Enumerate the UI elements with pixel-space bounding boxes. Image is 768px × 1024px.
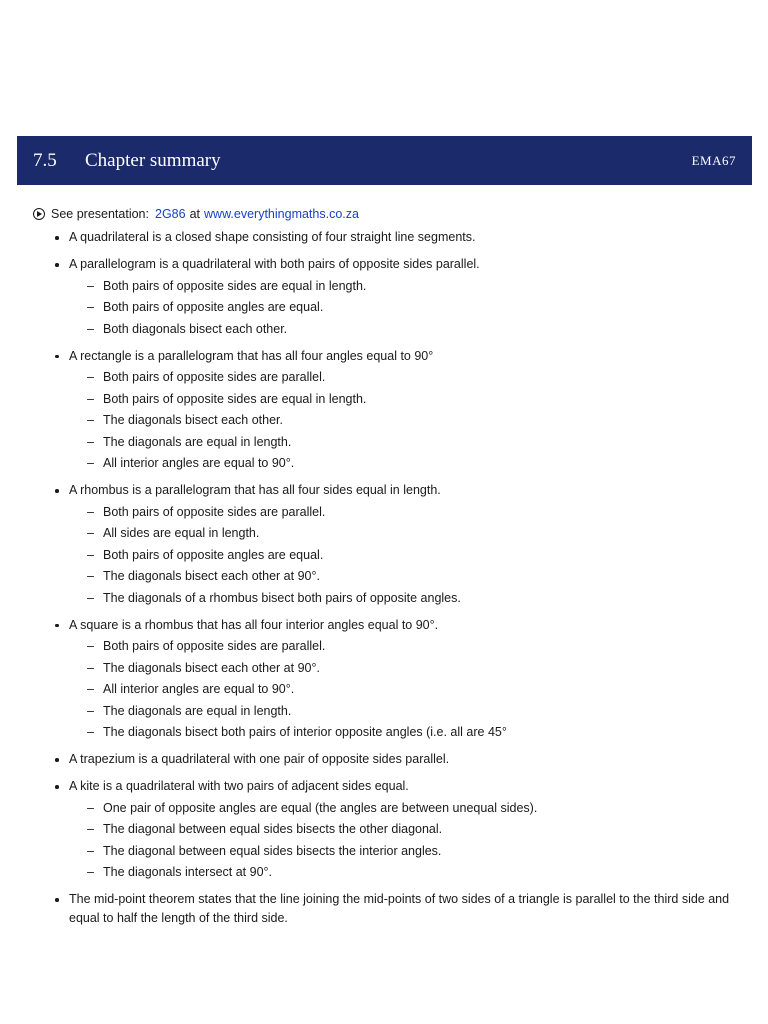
sub-list-item: – The diagonal between equal sides bisects the other diagonal. bbox=[69, 820, 738, 839]
sub-list-item: – The diagonals bisect each other at 90°. bbox=[69, 567, 738, 586]
sub-list bbox=[69, 277, 738, 339]
sub-list-item: – Both diagonals bisect each other. bbox=[69, 320, 738, 339]
sub-list-item: – The diagonals are equal in length. bbox=[69, 433, 738, 452]
sub-list-item: – The diagonals intersect at 90°. bbox=[69, 863, 738, 882]
sub-list-item: – All interior angles are equal to 90°. bbox=[69, 680, 738, 699]
presentation-at: at bbox=[189, 207, 201, 221]
list-item bbox=[33, 777, 738, 882]
sub-list-item: – The diagonals are equal in length. bbox=[69, 702, 738, 721]
section-header bbox=[17, 136, 752, 185]
sub-list-item: – Both pairs of opposite angles are equal. bbox=[69, 546, 738, 565]
list-item-text: A quadrilateral is a closed shape consisting of four straight line segments. bbox=[69, 230, 476, 244]
sub-list-item: – The diagonals bisect each other at 90°. bbox=[69, 659, 738, 678]
sub-list-item: – The diagonals bisect both pairs of interior opposite angles (i.e. all are 45° bbox=[69, 723, 738, 742]
sub-list-item: – Both pairs of opposite sides are equal in length. bbox=[69, 277, 738, 296]
sub-list-item: – The diagonals bisect each other. bbox=[69, 411, 738, 430]
sub-list-item: – Both pairs of opposite angles are equal. bbox=[69, 298, 738, 317]
presentation-url-link[interactable]: www.everythingmaths.co.za bbox=[204, 207, 359, 221]
sub-list-item: – Both pairs of opposite sides are equal in length. bbox=[69, 390, 738, 409]
list-item-text: A trapezium is a quadrilateral with one pair of opposite sides parallel. bbox=[69, 752, 450, 766]
sub-list bbox=[69, 368, 738, 473]
sub-list-item: – Both pairs of opposite sides are parallel. bbox=[69, 503, 738, 522]
presentation-label: See presentation: bbox=[51, 207, 149, 221]
list-item bbox=[33, 890, 738, 928]
list-item bbox=[33, 347, 738, 474]
list-item-text: A parallelogram is a quadrilateral with both pairs of opposite sides parallel. bbox=[69, 257, 480, 271]
list-item-text: The mid-point theorem states that the line joining the mid-points of two sides of a triangle is parallel to the third side and equal to half the length of the third side. bbox=[69, 892, 730, 925]
list-item-text: A square is a rhombus that has all four interior angles equal to 90°. bbox=[69, 617, 439, 632]
sub-list-item: – All interior angles are equal to 90°. bbox=[69, 454, 738, 473]
sub-list bbox=[69, 799, 738, 883]
presentation-line bbox=[33, 203, 738, 225]
presentation-code-link[interactable]: 2G86 bbox=[155, 207, 186, 221]
summary-content bbox=[33, 203, 738, 928]
sub-list-item: – All sides are equal in length. bbox=[69, 524, 738, 543]
list-item bbox=[33, 616, 738, 743]
list-item-text: A kite is a quadrilateral with two pairs of adjacent sides equal. bbox=[69, 779, 409, 793]
list-item bbox=[33, 228, 738, 247]
sub-list-item: – Both pairs of opposite sides are parallel. bbox=[69, 637, 738, 656]
sub-list-item: – The diagonals of a rhombus bisect both pairs of opposite angles. bbox=[69, 589, 738, 608]
sub-list bbox=[69, 503, 738, 608]
list-item bbox=[33, 255, 738, 339]
sub-list bbox=[69, 637, 738, 742]
sub-list-item: – The diagonal between equal sides bisects the interior angles. bbox=[69, 842, 738, 861]
section-code: EMA67 bbox=[691, 152, 736, 168]
sub-list-item: – One pair of opposite angles are equal (the angles are between unequal sides). bbox=[69, 799, 738, 818]
section-number: 7.5 bbox=[33, 149, 57, 171]
play-icon[interactable] bbox=[33, 208, 45, 220]
summary-list bbox=[33, 228, 738, 928]
list-item-text: A rectangle is a parallelogram that has all four angles equal to 90° bbox=[69, 348, 434, 363]
list-item bbox=[33, 481, 738, 608]
list-item bbox=[33, 750, 738, 769]
list-item-text: A rhombus is a parallelogram that has all four sides equal in length. bbox=[69, 483, 441, 497]
section-title: Chapter summary bbox=[85, 149, 221, 171]
sub-list-item: – Both pairs of opposite sides are parallel. bbox=[69, 368, 738, 387]
